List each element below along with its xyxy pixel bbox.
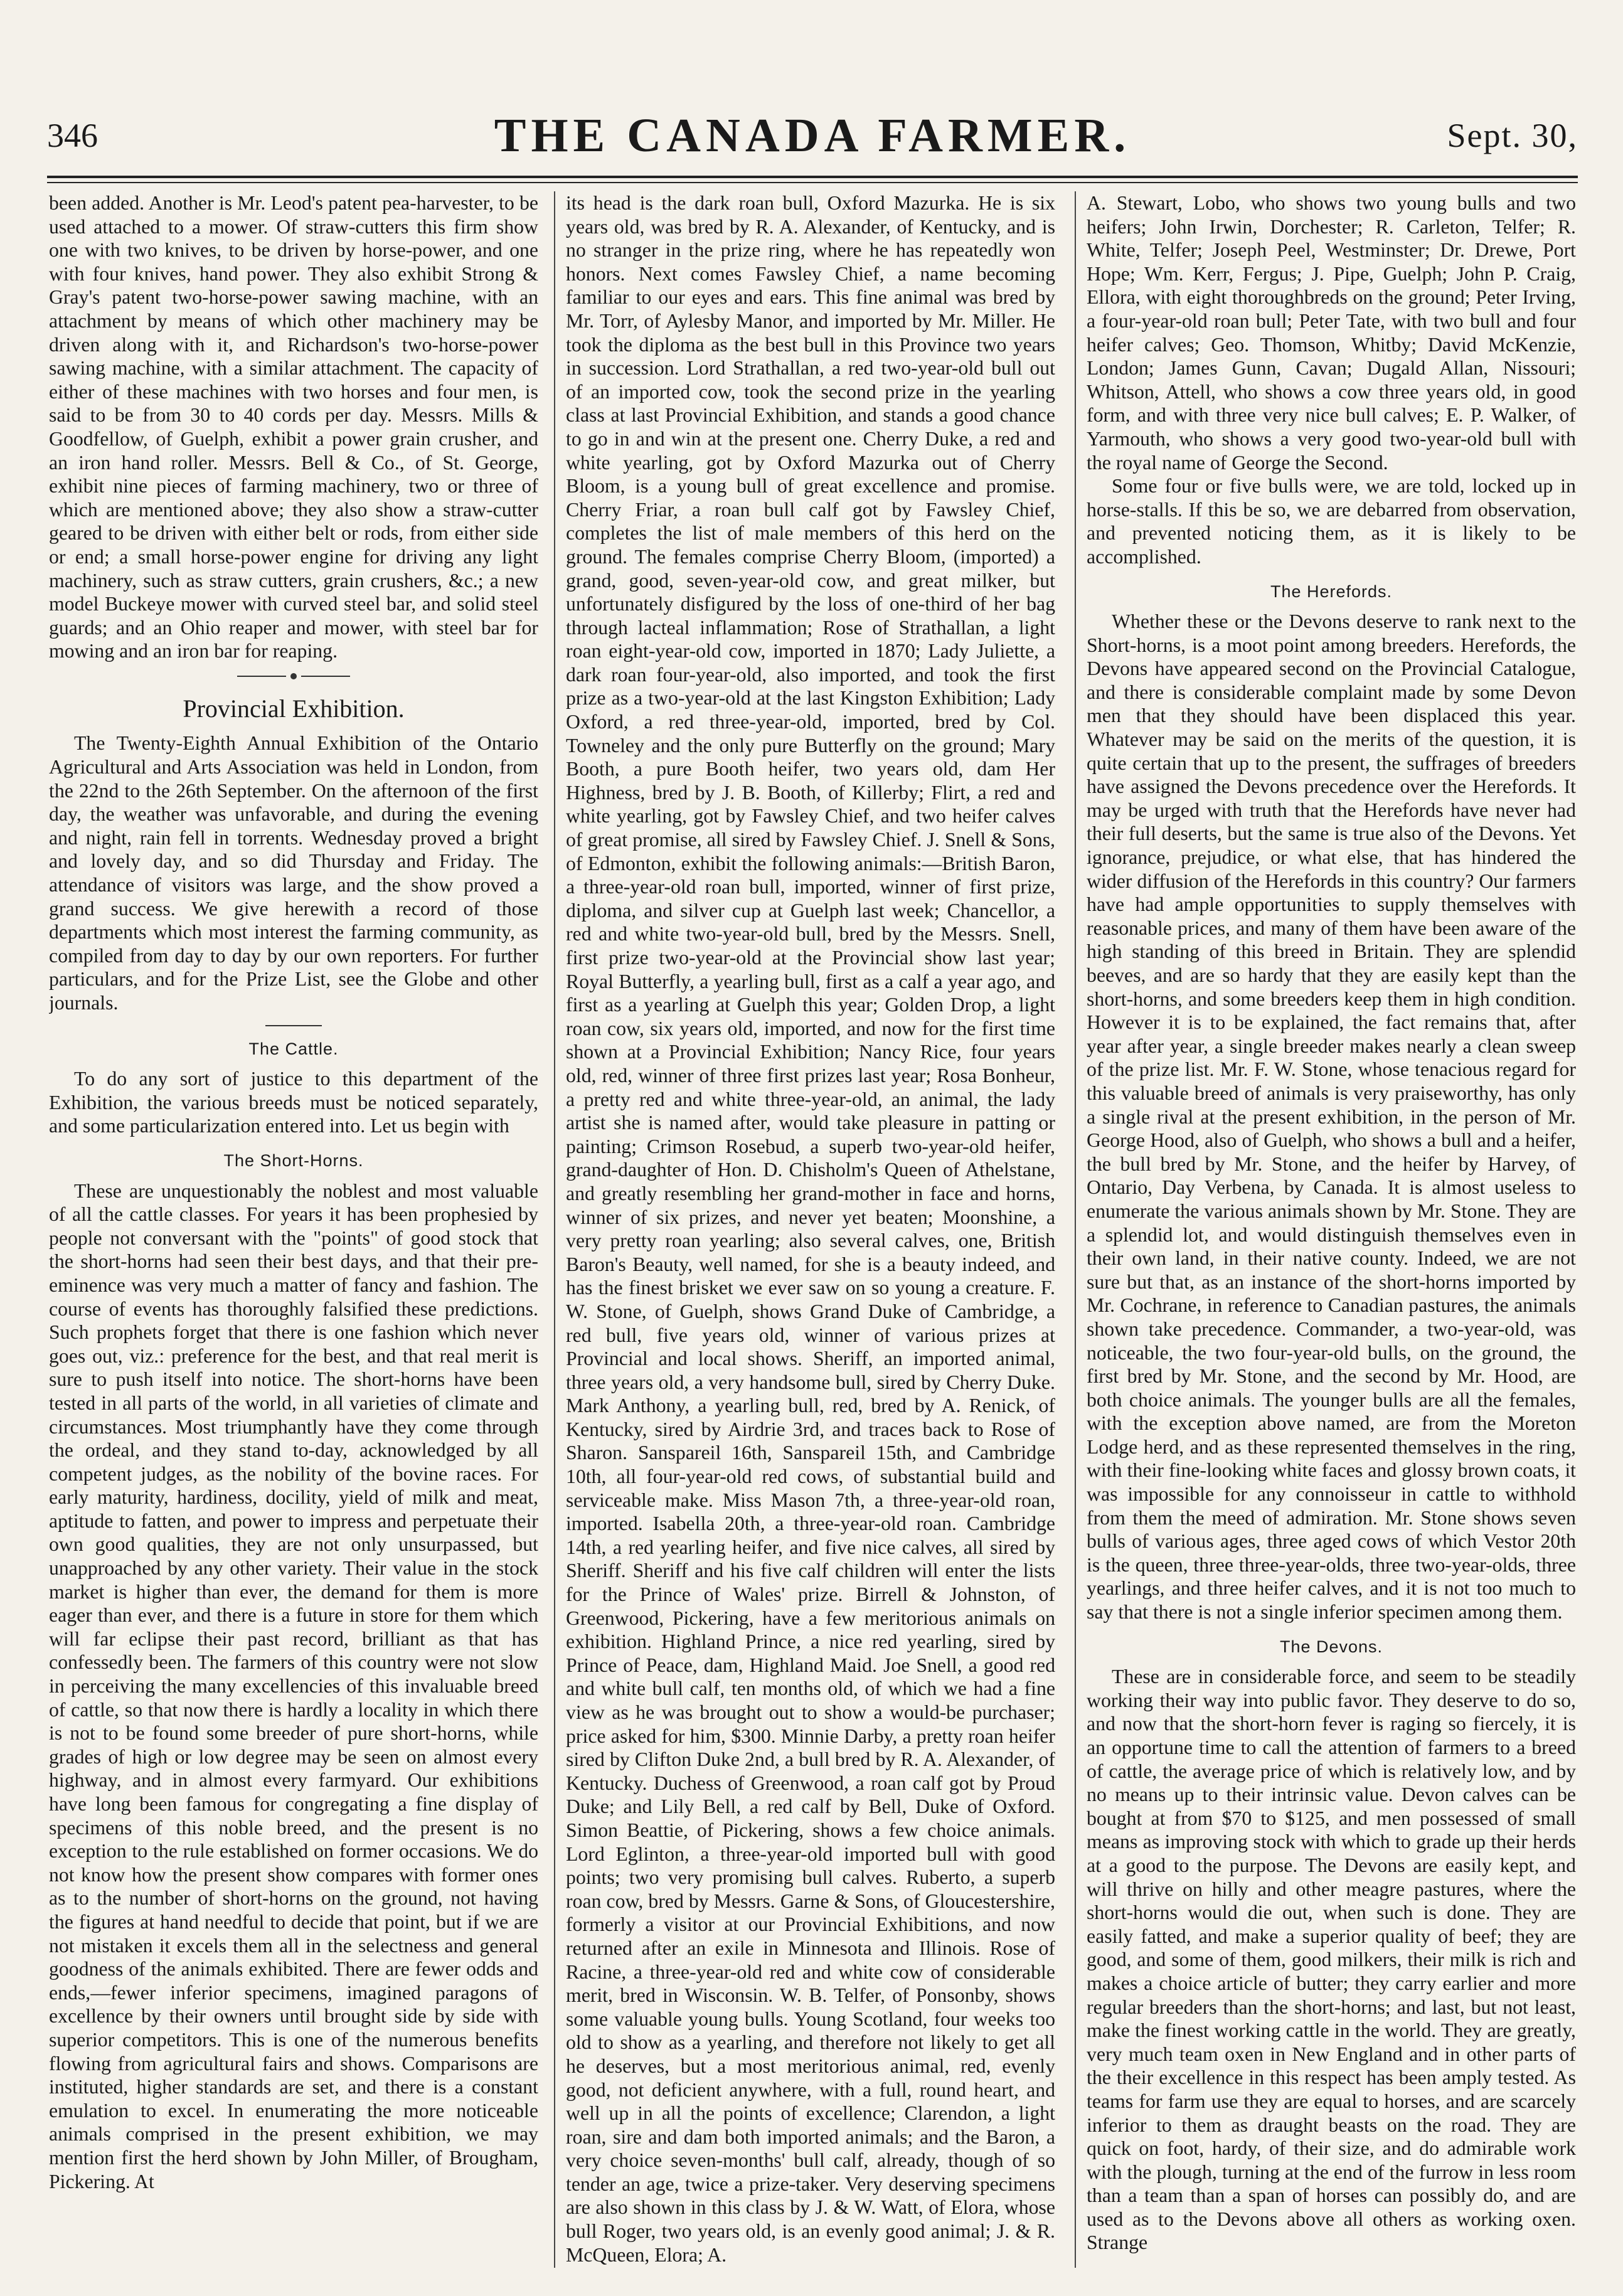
article-paragraph: These are in considerable force, and seem to be steadily working their way into public favor. They deserve to do so, and now that the short-horn fever is raging so fiercely, it is an opportune time to call the attention of farmers to a breed of cattle, the average price of which is relatively low, and by no means up to their intrinsic value. Devon calves can be bought at from $70 to $125, and men possessed of small means as improving stock with which to grade up their herds at a good to the purpose. The Devons are easily kept, and will thrive on hilly and other meagre pastures, where the short-horns would die out, when such is done. They are easily fatted, and make a superior quality of beef; they are good, and some of them, good milkers, their milk is rich and makes a choice article of butter; they carry earlier and more regular breeders than the short-horns; and last, but not least, make the finest working cattle in the world. They are greatly, very much team oxen in New England and in other parts of the their excellence in this respect has been amply tested. As teams for farm use they are equal to horses, and are scarcely inferior to them as draught beasts on the road. They are quick on foot, hardy, of their size, and do admirable work with the plough, turning at the end of the furrow in less room than a team than a span of horses can possibly do, and are used as to the Devons above all others as working oxen. Strange [1087, 1666, 1576, 2254]
column-1 [49, 191, 538, 2268]
article-paragraph: A. Stewart, Lobo, who shows two young bulls and two heifers; John Irwin, Dorchester; R. Carleton, Telfer; R. White, Telfer; Joseph Peel, Westminster; Dr. Drewe, Port Hope; Wm. Kerr, Fergus; J. Pipe, Guelph; John P. Craig, Ellora, with eight thoroughbreds on the ground; Peter Irving, a four-year-old roan bull; Peter Tate, with two bull and four heifer calves; Geo. Thomson, Whitby; David McKenzie, London; James Gunn, Cavan; Dugald Allan, Nissouri; Whitson, Attell, who shows a cow three years old, in good form, and with three very nice bull calves; E. P. Walker, of Yarmouth, who shows a very good two-year-old bull with the royal name of George the Second. [1087, 192, 1576, 474]
subheading: The Cattle. [248, 1039, 339, 1058]
page-header [47, 91, 1578, 166]
article-paragraph: Some four or five bulls were, we are told, locked up in horse-stalls. If this be so, we are debarred from observation, and prevented noticing them, as it is likely to be accomplished. [1087, 475, 1576, 568]
subheading: The Short-Horns. [223, 1151, 364, 1170]
article-paragraph: its head is the dark roan bull, Oxford Mazurka. He is six years old, was bred by R. A. Alexander, of Kentucky, and is no stranger in the prize ring, where he has repeatedly won honors. Next comes Fawsley Chief, a name becoming familiar to our eyes and ears. This fine animal was bred by Mr. Torr, of Aylesby Manor, and imported by Mr. Miller. He took the diploma as the best bull in this Province two years in succession. Lord Strathallan, a red two-year-old bull out of an imported cow, took the second prize in the yearling class at last Provincial Exhibition, and stands a good chance to go in and win at the present one. Cherry Duke, a red and white yearling, got by Oxford Mazurka out of Cherry Bloom, is a young bull of great excellence and promise. Cherry Friar, a roan bull calf got by Fawsley Chief, completes the list of male members of this herd on the ground. The females comprise Cherry Bloom, (imported) a grand, good, seven-year-old cow, and great milker, but unfortunately disfigured by the loss of one-third of her bag through lacteal inflammation; Rose of Strathallan, a light roan eight-year-old cow, imported in 1870; Lady Juliette, a dark roan four-year-old, also imported, and took the first prize as a two-year-old at the last Kingston Exhibition; Lady Oxford, a red three-year-old, imported, bred by Col. Towneley and the only pure Butterfly on the ground; Mary Booth, a pure Booth heifer, two years old, dam Her Highness, bred by J. B. Booth, of Killerby; Flirt, a red and white yearling, got by Fawsley Chief, and two heifer calves of great promise, all sired by Fawsley Chief. J. Snell & Sons, of Edmonton, exhibit the following animals:—British Baron, a three-year-old roan bull, imported, winner of first prize, diploma, and silver cup at Guelph last week; Chancellor, a red and white two-year-old bull, bred by the Messrs. Snell, first prize two-year-old at the Provincial show last year; Royal Butterfly, a yearling bull, first as a calf a year ago, and first as a yearling at Guelph this year; Golden Drop, a light roan cow, six years old, imported, and now for the first time shown at a Provincial Exhibition; Nancy Rice, four years old, red, winner of three first prizes last year; Rosa Bonheur, a pretty red and white three-year-old, an animal, the lady artist she is named after, would take pleasure in patting or painting; Crimson Rosebud, a superb two-year-old heifer, grand-daughter of Hon. D. Chisholm's Queen of Athelstane, and greatly resembling her grand-mother in face and horns, winner of six prizes, and never yet beaten; Moonshine, a very pretty roan yearling; also several calves, one, British Baron's Beauty, well named, for she is a beauty indeed, and has the finest brisket we ever saw on so young a creature. F. W. Stone, of Guelph, shows Grand Duke of Cambridge, a red bull, five years old, winner of various prizes at Provincial and local shows. Sheriff, an imported animal, three years old, a very handsome bull, sired by Cherry Duke. Mark Anthony, a yearling bull, red, bred by A. Renick, of Kentucky, sired by Airdrie 3rd, and traces back to Rose of Sharon. Sanspareil 16th, Sanspareil 15th, and Cambridge 10th, all four-year-old red cows, of substantial build and serviceable make. Miss Mason 7th, a three-year-old roan, imported. Isabella 20th, a three-year-old roan. Cambridge 14th, a red yearling heifer, and five nice calves, all sired by Sheriff. Sheriff and his five calf children will enter the lists for the Prince of Wales' prize. Birrell & Johnston, of Greenwood, Pickering, have a few meritorious animals on exhibition. Highland Prince, a nice red yearling, sired by Prince of Peace, dam, Highland Maid. Joe Snell, a good red and white bull calf, ten months old, of which we had a fine view as he was brought out to show a would-be purchaser; price asked for him, $300. Minnie Darby, a pretty roan heifer sired by Clifton Duke 2nd, a bull bred by R. A. Alexander, of Kentucky. Duchess of Greenwood, a roan calf got by Proud Duke; and Lily Bell, a red calf by Bell, Duke of Oxford. Simon Beattie, of Pickering, shows a few choice animals. Lord Eglinton, a three-year-old imported bull with good points; two very promising bull calves. Ruberto, a superb roan cow, bred by Messrs. Garne & Sons, of Gloucestershire, formerly a visitor at our Provincial Exhibitions, and now returned after an exile in Minnesota and Illinois. Rose of Racine, a three-year-old red and white cow of considerable merit, bred in Wisconsin. W. B. Telfer, of Ponsonby, shows some valuable young bulls. Young Scotland, four weeks too old to show as a yearling, and therefore not likely to get all he deserves, but a most meritorious animal, red, evenly good, not deficient anywhere, with a full, round heart, and well up in all the points of excellence; Clarendon, a light roan, sire and dam both imported animals; and the Baron, a very choice seven-months' bull calf, already, though of so tender an age, twice a prize-taker. Very deserving specimens are also shown in this class by J. & W. Watt, of Elora, whose bull Roger, two years old, is an evenly good animal; J. & R. McQueen, Elora; A. [566, 192, 1055, 2266]
column-3 [1087, 191, 1576, 2268]
masthead-title: THE CANADA FARMER. [494, 109, 1131, 162]
article-paragraph: These are unquestionably the noblest and most valuable of all the cattle classes. For years it has been prophesied by people not conversant with the "points" of good stock that the short-horns had seen their best days, and that their pre-eminence was very much a matter of fancy and fashion. The course of events has thoroughly falsified these predictions. Such prophets forget that there is one fashion which never goes out, viz.: preference for the best, and that real merit is sure to push itself into notice. The short-horns have been tested in all parts of the world, in all varieties of climate and circumstances. Most triumphantly have they come through the ordeal, and they stand to-day, acknowledged by all competent judges, as the nobility of the bovine races. For early maturity, hardiness, docility, yield of milk and meat, aptitude to fatten, and power to impress and perpetuate their own good qualities, they are not only unsurpassed, but unapproached by any other variety. Their value in the stock market is higher than ever, the demand for them is more eager than ever, and there is a future in store for them which will far eclipse their past record, brilliant as that has confessedly been. The farmers of this country were not slow in perceiving the many excellencies of this invaluable breed of cattle, so that now there is hardly a locality in which there is not to be found some breeder of pure short-horns, while grades of high or low degree may be seen on almost every highway, and in almost every farmyard. Our exhibitions have long been famous for congregating a fine display of specimens of this noble breed, and the present is no exception to the rule established on former occasions. We do not know how the present show compares with former ones as to the number of short-horns on the ground, not having the figures at hand needful to decide that point, but if we are not mistaken it excels them all in the selectness and general goodness of the animals exhibited. There are fewer odds and ends,—fewer inferior specimens, imagined paragons of excellence by their owners until brought side by side with superior competitors. This is one of the numerous benefits flowing from agricultural fairs and shows. Comparisons are instituted, higher standards are set, and there is a constant emulation to excel. In enumerating the more noticeable animals comprised in the present exhibition, we may mention first the herd shown by John Miller, of Brougham, Pickering. At [49, 1179, 538, 2192]
subheading: The Herefords. [1270, 582, 1393, 601]
issue-date: Sept. 30, [1447, 117, 1578, 154]
column-2 [566, 191, 1055, 2268]
subheading: The Devons. [1279, 1637, 1383, 1656]
header-rule-thin [47, 182, 1578, 183]
column-divider [1075, 191, 1076, 2268]
header-rule-thick [47, 176, 1578, 178]
column-divider [554, 191, 555, 2268]
article-paragraph: Whether these or the Devons deserve to rank next to the Short-horns, is a moot point among breeders. Herefords, the Devons have appeared second on the Provincial Catalogue, and there is considerable complaint made by some Devon men that they should have been displaced this year. Whatever may be said on the merits of the question, it is quite certain that up to the present, the suffrages of breeders have assigned the Devons precedence over the Herefords. It may be urged with truth that the Herefords have never had their full deserts, but the same is true also of the Devons. Yet ignorance, prejudice, or what else, that has hindered the wider diffusion of the Herefords in this country? Our farmers have had ample opportunities to supply themselves with reasonable prices, and many of them have been aware of the high standing of this breed in Britain. They are splendid beeves, and are so hardy that they are easily kept than the short-horns, and some breeders keep them in high condition. However it is to be explained, the fact remains that, after year after year, a single breeder makes nearly a clean sweep of the prize list. Mr. F. W. Stone, whose tenacious regard for this valuable breed of animals is very praiseworthy, has only a single rival at the present exhibition, in the person of Mr. George Hood, also of Guelph, who shows a bull and a heifer, the bull bred by Mr. Stone, and the heifer by Harvey, of Ontario, Day Verbena, by Canada. It is almost useless to enumerate the various animals shown by Mr. Stone. They are a splendid lot, and would distinguish themselves even in their own land, in their native county. Indeed, we are not sure but that, as an instance of the short-horns imported by Mr. Cochrane, in reference to Canadian pastures, the animals shown take precedence. Commander, a two-year-old, was noticeable, the two four-year-old bulls, on the ground, the first bred by Mr. Stone, and the second by Mr. Hood, are both choice animals. The younger bulls are all the females, with the exception above named, are from the Moreton Lodge herd, and as these represented themselves in the ring, with their fine-looking white faces and glossy brown coats, it was impossible for any connoisseur in cattle to withhold from them the meed of admiration. Mr. Stone shows seven bulls of various ages, three aged cows of which Vestor 20th is the queen, three three-year-olds, three two-year-olds, three yearlings, and three heifer calves, and it is not too much to say that there is not a single inferior specimen among them. [1087, 610, 1576, 1624]
section-title: Provincial Exhibition. [183, 694, 405, 723]
section-ornament-icon [237, 672, 350, 681]
page-number: 346 [47, 117, 98, 154]
divider [265, 1025, 322, 1026]
article-paragraph: been added. Another is Mr. Leod's patent pea-harvester, to be used attached to a mower. Of straw-cutters this firm show one with two knives, to be driven by horse-power, and one with four knives, hand power. They also exhibit Strong & Gray's patent two-horse-power sawing machine, with an attachment by means of which other machinery may be driven along with it, and Richardson's two-horse-power sawing machine, with a similar attachment. The capacity of either of these machines with two horses and four men, is said to be from 30 to 40 cords per day. Messrs. Mills & Goodfellow, of Guelph, exhibit a power grain crusher, and an iron hand roller. Messrs. Bell & Co., of St. George, exhibit nine pieces of farming machinery, two or three of which are mentioned above; they also show a straw-cutter geared to be driven with either belt or rods, from either side or end; a small horse-power engine for driving any light machinery, such as straw cutters, grain crushers, &c.; a new model Buckeye mower with curved steel bar, and solid steel guards; and an Ohio reaper and mower, with steel bar for mowing and an iron bar for reaping. [49, 192, 538, 662]
article-paragraph: The Twenty-Eighth Annual Exhibition of the Ontario Agricultural and Arts Association was held in London, from the 22nd to the 26th September. On the afternoon of the first day, the weather was unfavorable, and during the evening and night, rain fell in torrents. Wednesday proved a bright and lovely day, and so did Thursday and Friday. The attendance of visitors was large, and the show proved a grand success. We give herewith a record of those departments which most interest the farming community, as compiled from day to day by our own reporters. For further particulars, and for the Prize List, see the Globe and other journals. [49, 732, 538, 1014]
article-paragraph: To do any sort of justice to this department of the Exhibition, the various breeds must be noticed separately, and some particularization entered into. Let us begin with [49, 1068, 538, 1137]
